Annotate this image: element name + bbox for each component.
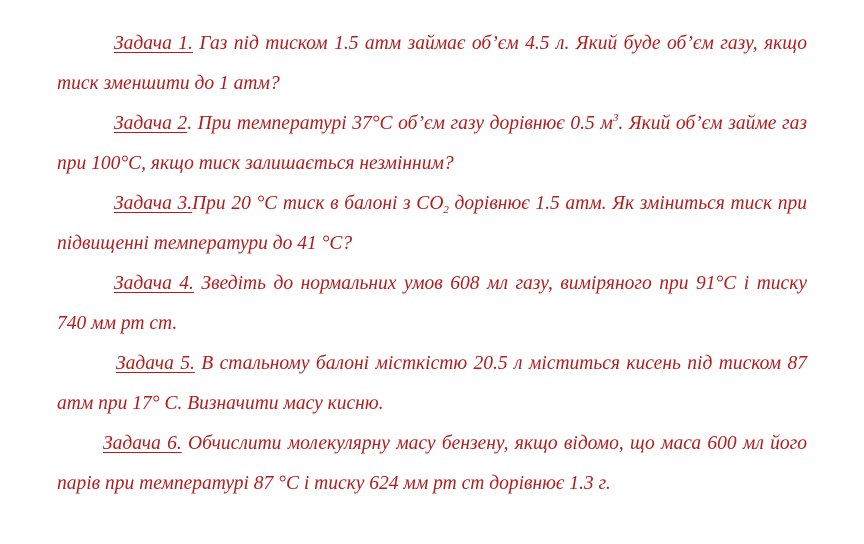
task-1: [57, 24, 807, 104]
task-label: Задача 1.: [114, 33, 193, 54]
task-text: дорівнює 1.5 атм. Як зміниться тиск при підвищенні температури до 41 °С?: [57, 193, 807, 254]
task-2: [57, 104, 807, 184]
task-text: . Який об’єм займе газ при 100°С, якщо тиск залишається незмінним?: [57, 113, 807, 174]
task-4: [57, 264, 807, 344]
task-label: Задача 6.: [103, 433, 182, 454]
task-5: [57, 344, 807, 424]
task-text: Газ під тиском 1.5 атм займає об’єм 4.5 л. Який буде об’єм газу, якщо тиск зменшити до 1 атм?: [57, 33, 807, 94]
task-text: В стальному балоні місткістю 20.5 л міститься кисень під тиском 87 атм при 17° С. Визначити масу кисню.: [57, 353, 807, 414]
task-text: Зведіть до нормальних умов 608 мл газу, виміряного при 91°С і тиску 740 мм рт ст.: [57, 273, 807, 334]
document-page: [57, 24, 807, 504]
superscript: 3: [612, 112, 619, 124]
task-text: При 20 °С тиск в балоні з СО: [192, 193, 444, 214]
task-label: Задача 2: [114, 113, 188, 134]
task-label: Задача 4.: [114, 273, 194, 294]
task-6: [57, 424, 807, 504]
task-text: Обчислити молекулярну масу бензену, якщо відомо, що маса 600 мл його парів при температурі 87 °С і тиску 624 мм рт ст дорівнює 1.3 г.: [57, 433, 807, 494]
subscript: 2: [443, 204, 449, 216]
task-label: Задача 5.: [116, 353, 195, 374]
task-label: Задача 3.: [114, 193, 193, 214]
task-text: . При температурі 37°С об’єм газу дорівнює 0.5 м: [187, 113, 613, 134]
task-3: [57, 184, 807, 264]
